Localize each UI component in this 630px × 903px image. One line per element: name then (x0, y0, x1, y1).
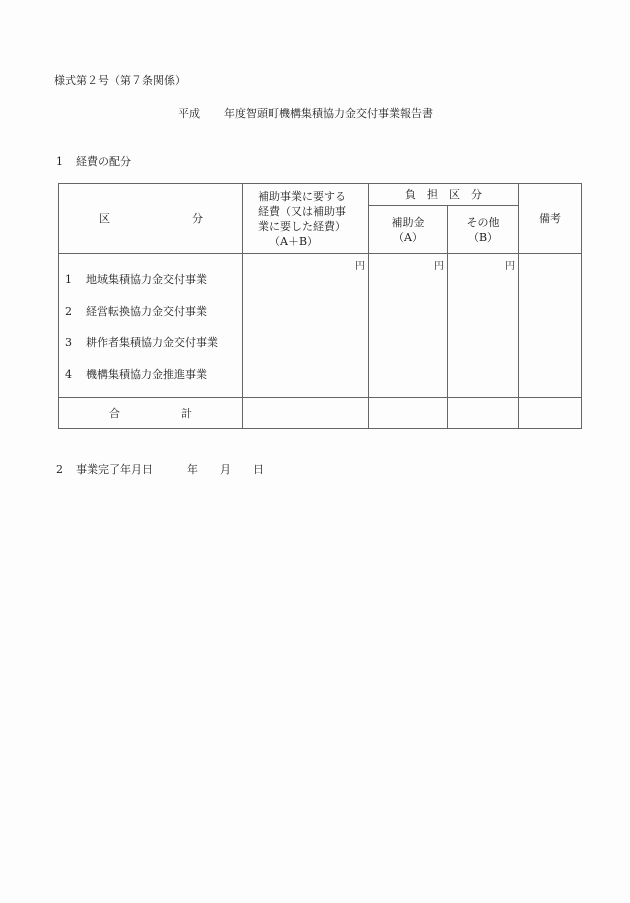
table-row (65, 334, 218, 350)
header-subsidy-line: 補助金 (391, 215, 425, 229)
document-title (178, 105, 433, 121)
section-title: 事業完了年月日 (76, 463, 153, 476)
month-label: 月 (220, 463, 231, 476)
section-number: 2 (56, 463, 63, 476)
title-era: 平成 (178, 107, 200, 120)
currency-unit-subsidy: 円 (434, 261, 444, 272)
header-total-line: 経費（又は補助事 (258, 204, 346, 218)
section-2-completion-date (56, 461, 264, 477)
header-category (59, 184, 242, 253)
header-subsidy-line: （A） (393, 230, 423, 244)
header-subsidy (369, 206, 447, 253)
row-label: 耕作者集積協力金交付事業 (86, 336, 218, 349)
header-total-line: （A＋B） (269, 234, 319, 248)
section-number: 1 (56, 155, 63, 168)
row-divider (58, 253, 582, 254)
section-title: 経費の配分 (76, 155, 131, 168)
header-burden-group: 負 担 区 分 (405, 188, 482, 201)
row-number: 2 (65, 305, 72, 318)
row-number: 4 (65, 368, 72, 381)
header-total-expense (243, 184, 368, 253)
row-number: 3 (65, 336, 72, 349)
header-remarks: 備考 (539, 212, 561, 225)
section-1-heading (56, 153, 131, 169)
currency-unit-other: 円 (505, 261, 515, 272)
header-category-left: 区 (99, 212, 110, 225)
table-border-right (581, 183, 582, 429)
header-other-line: その他 (466, 215, 500, 229)
header-other (448, 206, 518, 253)
row-label: 地域集積協力金交付事業 (86, 273, 207, 286)
header-total-line: 補助事業に要する (258, 189, 346, 203)
total-row-label (59, 398, 242, 428)
row-number: 1 (65, 273, 72, 286)
total-left: 合 (109, 406, 120, 420)
row-label: 経営転換協力金交付事業 (86, 305, 207, 318)
header-other-line: （B） (467, 230, 499, 244)
year-label: 年 (187, 463, 198, 476)
row-label: 機構集積協力金推進事業 (86, 368, 207, 381)
table-row (65, 271, 207, 287)
header-category-right: 分 (192, 212, 203, 225)
title-text: 年度智頭町機構集積協力金交付事業報告書 (224, 107, 433, 120)
table-row (65, 366, 207, 382)
header-total-line: 業に要した経費） (258, 219, 346, 233)
form-number: 様式第２号（第７条関係） (54, 74, 186, 87)
total-right: 計 (181, 406, 192, 420)
day-label: 日 (253, 463, 264, 476)
table-row (65, 303, 207, 319)
table-border-bottom (58, 428, 582, 429)
currency-unit-total: 円 (355, 261, 365, 272)
